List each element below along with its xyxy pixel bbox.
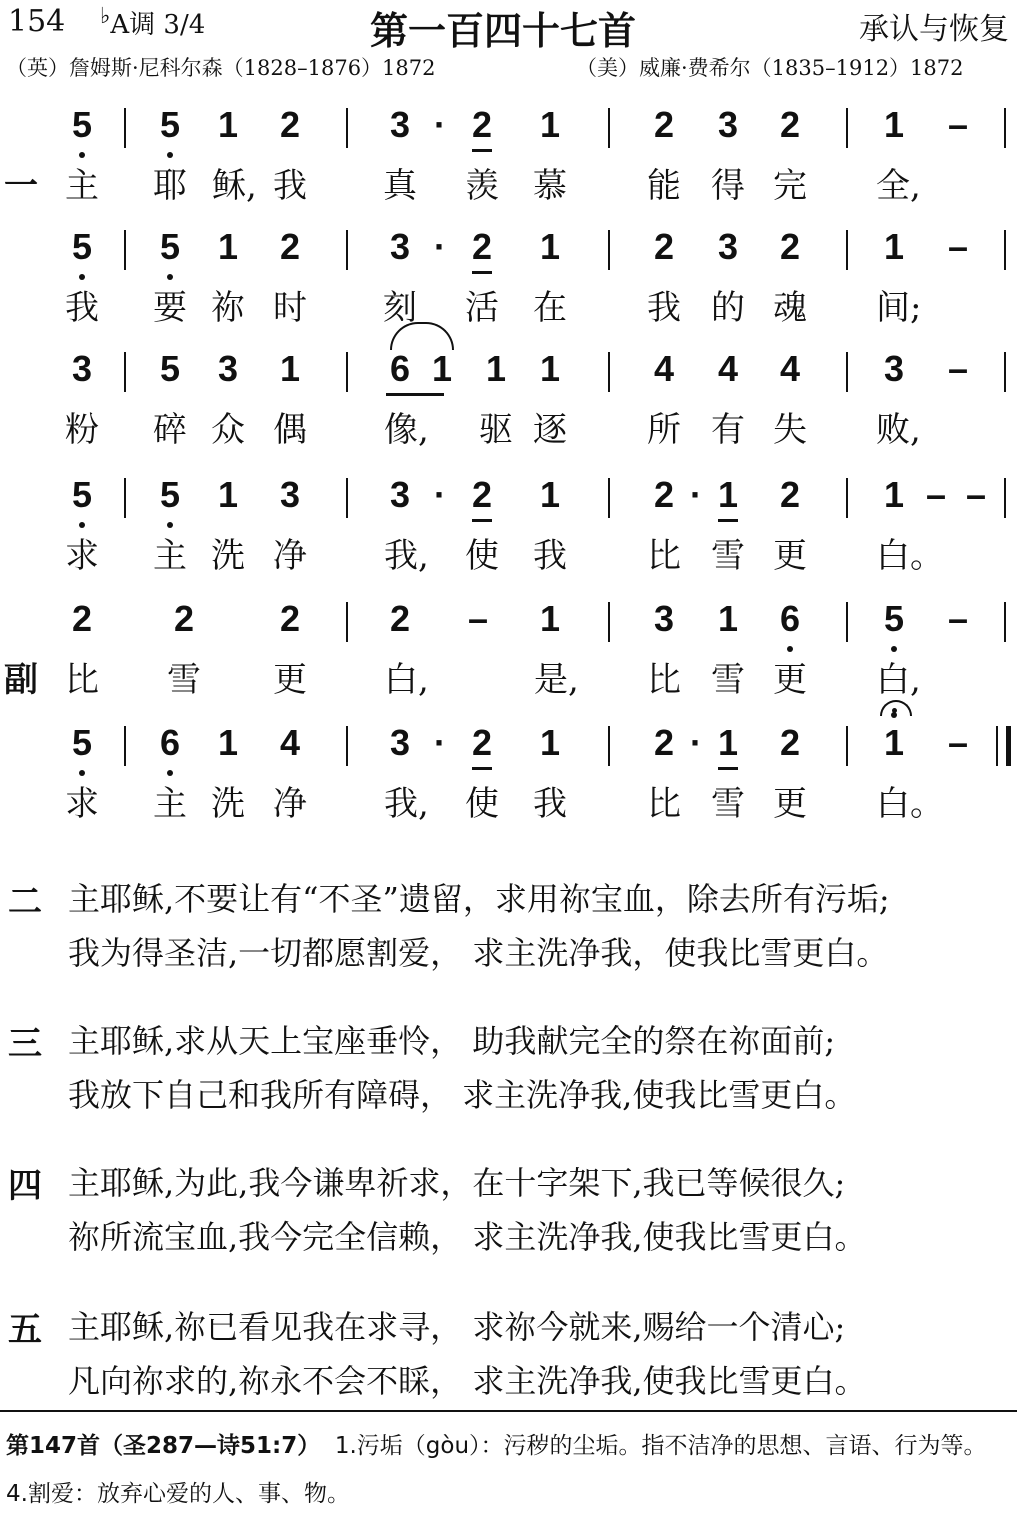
verse-number: 五 [8,1310,42,1350]
note: 2 [779,104,801,145]
note: 2 [779,474,801,515]
bar-line [1004,602,1006,642]
bar-line [846,230,848,270]
bar-line [608,230,610,270]
note: 2 [779,722,801,763]
lyric: 我 [65,288,99,328]
lyric: 比 [65,660,99,700]
lyric: 主 [153,784,187,824]
note: 1 [217,722,239,763]
note: 2 [653,722,675,763]
lyric: 我 [647,288,681,328]
key-signature [100,4,205,41]
lyric: 比 [647,660,681,700]
note: 4 [279,722,301,763]
lyric: 逐 [533,410,567,450]
note-dash: – [947,104,969,145]
key-label: A调 3/4 [110,10,206,40]
lyric: 败, [876,410,921,450]
lyric: 活 [465,288,499,328]
note: 6 [770,598,810,640]
note-dash: – [467,598,489,639]
lyric: 雪 [711,660,745,700]
note: 3 [653,598,675,639]
lyric: 我 [533,784,567,824]
note: 2 [653,226,675,267]
score-system-3 [0,348,1017,468]
note: 2 [462,474,502,516]
note: 2 [653,104,675,145]
lyric: 比 [647,536,681,576]
bar-line [846,726,848,766]
note-dash: – [965,474,987,515]
note: 1 [539,598,561,639]
verse-line: 主耶稣,不要让有“不圣”遗留，求用祢宝血，除去所有污垢; [68,880,890,918]
note: 3 [71,348,93,389]
hymn-number: 154 [8,4,66,39]
note: 1 [217,226,239,267]
note: 3 [389,474,411,515]
note-dot: · [690,722,702,763]
lyric: 洗 [211,536,245,576]
lyric: 全, [876,166,921,206]
note: 2 [779,226,801,267]
note: 3 [389,226,411,267]
note: 1 [883,104,905,145]
score-system-4 [0,474,1017,594]
note: 1 [883,226,905,267]
lyric: 白。 [876,536,944,576]
bar-line [124,726,126,766]
note: 1 [708,474,748,516]
bar-line [846,352,848,392]
bar-line [608,602,610,642]
note: 5 [62,722,102,764]
lyric: 众 [211,410,245,450]
lyric: 我 [533,536,567,576]
note: 3 [389,722,411,763]
bar-line [346,352,348,392]
lyric: 稣, [212,166,257,206]
note-dot: · [690,474,702,515]
bar-line [346,230,348,270]
note: 5 [62,104,102,146]
note: 1 [217,104,239,145]
verse-line: 我为得圣洁,一切都愿割爱， 求主洗净我，使我比雪更白。 [68,934,889,972]
lyric: 求 [65,784,99,824]
note: 5 [159,348,181,389]
note: 3 [279,474,301,515]
lyric: 耶 [153,166,187,206]
lyric: 雪 [167,660,201,700]
lyric: 更 [773,536,807,576]
note: 1 [539,348,561,389]
lyric: 使 [465,784,499,824]
note: 1 [279,348,301,389]
bar-line [608,352,610,392]
lyric: 得 [711,166,745,206]
flat-symbol: ♭ [100,4,111,29]
note: 1 [539,474,561,515]
verse-number: 二 [8,882,42,922]
lyric: 白。 [876,784,944,824]
lyric: 主 [153,536,187,576]
note: 1 [539,722,561,763]
score-system-1 [0,104,1017,224]
lyric: 碎 [153,410,187,450]
verse-label: 一 [4,166,38,206]
lyric: 净 [273,784,307,824]
note: 2 [279,598,301,639]
lyric: 能 [647,166,681,206]
note-dot: · [434,474,446,515]
lyric: 驱 [479,410,513,450]
bar-line [124,108,126,148]
lyric: 的 [711,288,745,328]
note: 2 [462,226,502,268]
bar-line [124,478,126,518]
verse-line: 凡向祢求的,祢永不会不睬， 求主洗净我,使我比雪更白。 [68,1362,867,1400]
lyric: 求 [65,536,99,576]
bar-line [124,352,126,392]
bar-line [608,726,610,766]
note: 2 [71,598,93,639]
lyric: 间; [876,288,922,328]
note: 5 [150,474,190,516]
footnote-text: 1.污垢（gòu）：污秽的尘垢。指不洁净的思想、言语、行为等。 4.割爱：放弃心爱的人、事、物。 [6,1433,987,1507]
note: 1 [539,104,561,145]
hymn-title: 第一百四十七首 [370,9,637,53]
composer-credit: （美）威廉·费希尔（1835–1912）1872 [576,56,964,80]
note: 2 [653,474,675,515]
note: 1 [217,474,239,515]
verse-line: 主耶稣,求从天上宝座垂怜， 助我献完全的祭在祢面前; [68,1022,836,1060]
chorus-label: 副 [4,660,38,700]
note: 4 [653,348,675,389]
lyric: 雪 [711,784,745,824]
lyric: 羡 [465,166,499,206]
lyric: 慕 [533,166,567,206]
note-dash: – [947,722,969,763]
lyric: 完 [773,166,807,206]
score-system-6 [0,722,1017,842]
note: 5 [150,104,190,146]
lyric: 白, [876,660,921,700]
lyric: 刻 [383,288,417,328]
note: 5 [62,474,102,516]
lyric: 魂 [773,288,807,328]
lyric: 净 [273,536,307,576]
bar-line [1004,108,1006,148]
note: 1 [485,348,507,389]
lyric: 要 [153,288,187,328]
note: 2 [279,226,301,267]
note-dash: – [925,474,947,515]
lyric: 所 [647,410,681,450]
note: 2 [389,598,411,639]
bar-line [1004,352,1006,392]
note: 2 [173,598,195,639]
verse-number: 四 [8,1166,42,1206]
note: 3 [883,348,905,389]
note: 1 [431,348,453,389]
note: 2 [462,722,502,764]
score-system-5 [0,598,1017,718]
bar-line [846,478,848,518]
footnote-divider [0,1410,1017,1412]
bar-line [996,726,998,766]
note: 5 [62,226,102,268]
bar-line [346,108,348,148]
lyric: 更 [273,660,307,700]
note-dash: – [947,348,969,389]
verse-line: 主耶稣,祢已看见我在求寻， 求祢今就来,赐给一个清心; [68,1308,846,1346]
lyric: 洗 [211,784,245,824]
lyric: 比 [647,784,681,824]
note: 1 [874,722,914,764]
note: 3 [717,226,739,267]
bar-line [1004,478,1006,518]
lyric: 更 [773,784,807,824]
footnote [6,1422,1011,1518]
verse-number: 三 [8,1024,42,1064]
lyricist-credit: （英）詹姆斯·尼科尔森（1828–1876）1872 [6,56,436,80]
lyric: 使 [465,536,499,576]
lyric: 我, [384,784,429,824]
lyric: 粉 [65,410,99,450]
lyric: 更 [773,660,807,700]
note: 5 [874,598,914,640]
note: 3 [717,104,739,145]
lyric: 真 [383,166,417,206]
lyric: 时 [273,288,307,328]
bar-line [608,478,610,518]
lyric: 祢 [211,288,245,328]
note: 5 [150,226,190,268]
lyric: 像, [384,410,429,450]
note: 6 [150,722,190,764]
bar-line [846,108,848,148]
final-bar-line [1006,726,1011,766]
note-dot: · [434,722,446,763]
note: 4 [779,348,801,389]
note: 6 [380,348,420,390]
note-dot: · [434,104,446,145]
lyric: 在 [533,288,567,328]
note: 1 [708,722,748,764]
note: 3 [217,348,239,389]
note-dash: – [947,226,969,267]
note-dot: · [434,226,446,267]
note: 1 [539,226,561,267]
note-dash: – [947,598,969,639]
verse-line: 主耶稣,为此,我今谦卑祈求，在十字架下,我已等候很久; [68,1164,846,1202]
lyric: 偶 [273,410,307,450]
note: 2 [279,104,301,145]
bar-line [346,478,348,518]
verse-line: 我放下自己和我所有障碍， 求主洗净我,使我比雪更白。 [68,1076,857,1114]
footnote-reference: 第147首（圣287—诗51:7） [6,1433,321,1459]
bar-line [846,602,848,642]
lyric: 有 [711,410,745,450]
bar-line [124,230,126,270]
verse-line: 祢所流宝血,我今完全信赖， 求主洗净我,使我比雪更白。 [68,1218,867,1256]
note: 2 [462,104,502,146]
lyric: 失 [773,410,807,450]
lyric: 是, [534,660,579,700]
bar-line [608,108,610,148]
note: 4 [717,348,739,389]
lyric: 我, [384,536,429,576]
lyric: 主 [65,166,99,206]
bar-line [346,602,348,642]
note: 1 [717,598,739,639]
hymn-category: 承认与恢复 [859,12,1009,47]
lyric: 白, [384,660,429,700]
lyric: 雪 [711,536,745,576]
bar-line [346,726,348,766]
bar-line [1004,230,1006,270]
score-system-2 [0,226,1017,346]
note: 3 [389,104,411,145]
lyric: 我 [273,166,307,206]
note: 1 [883,474,905,515]
